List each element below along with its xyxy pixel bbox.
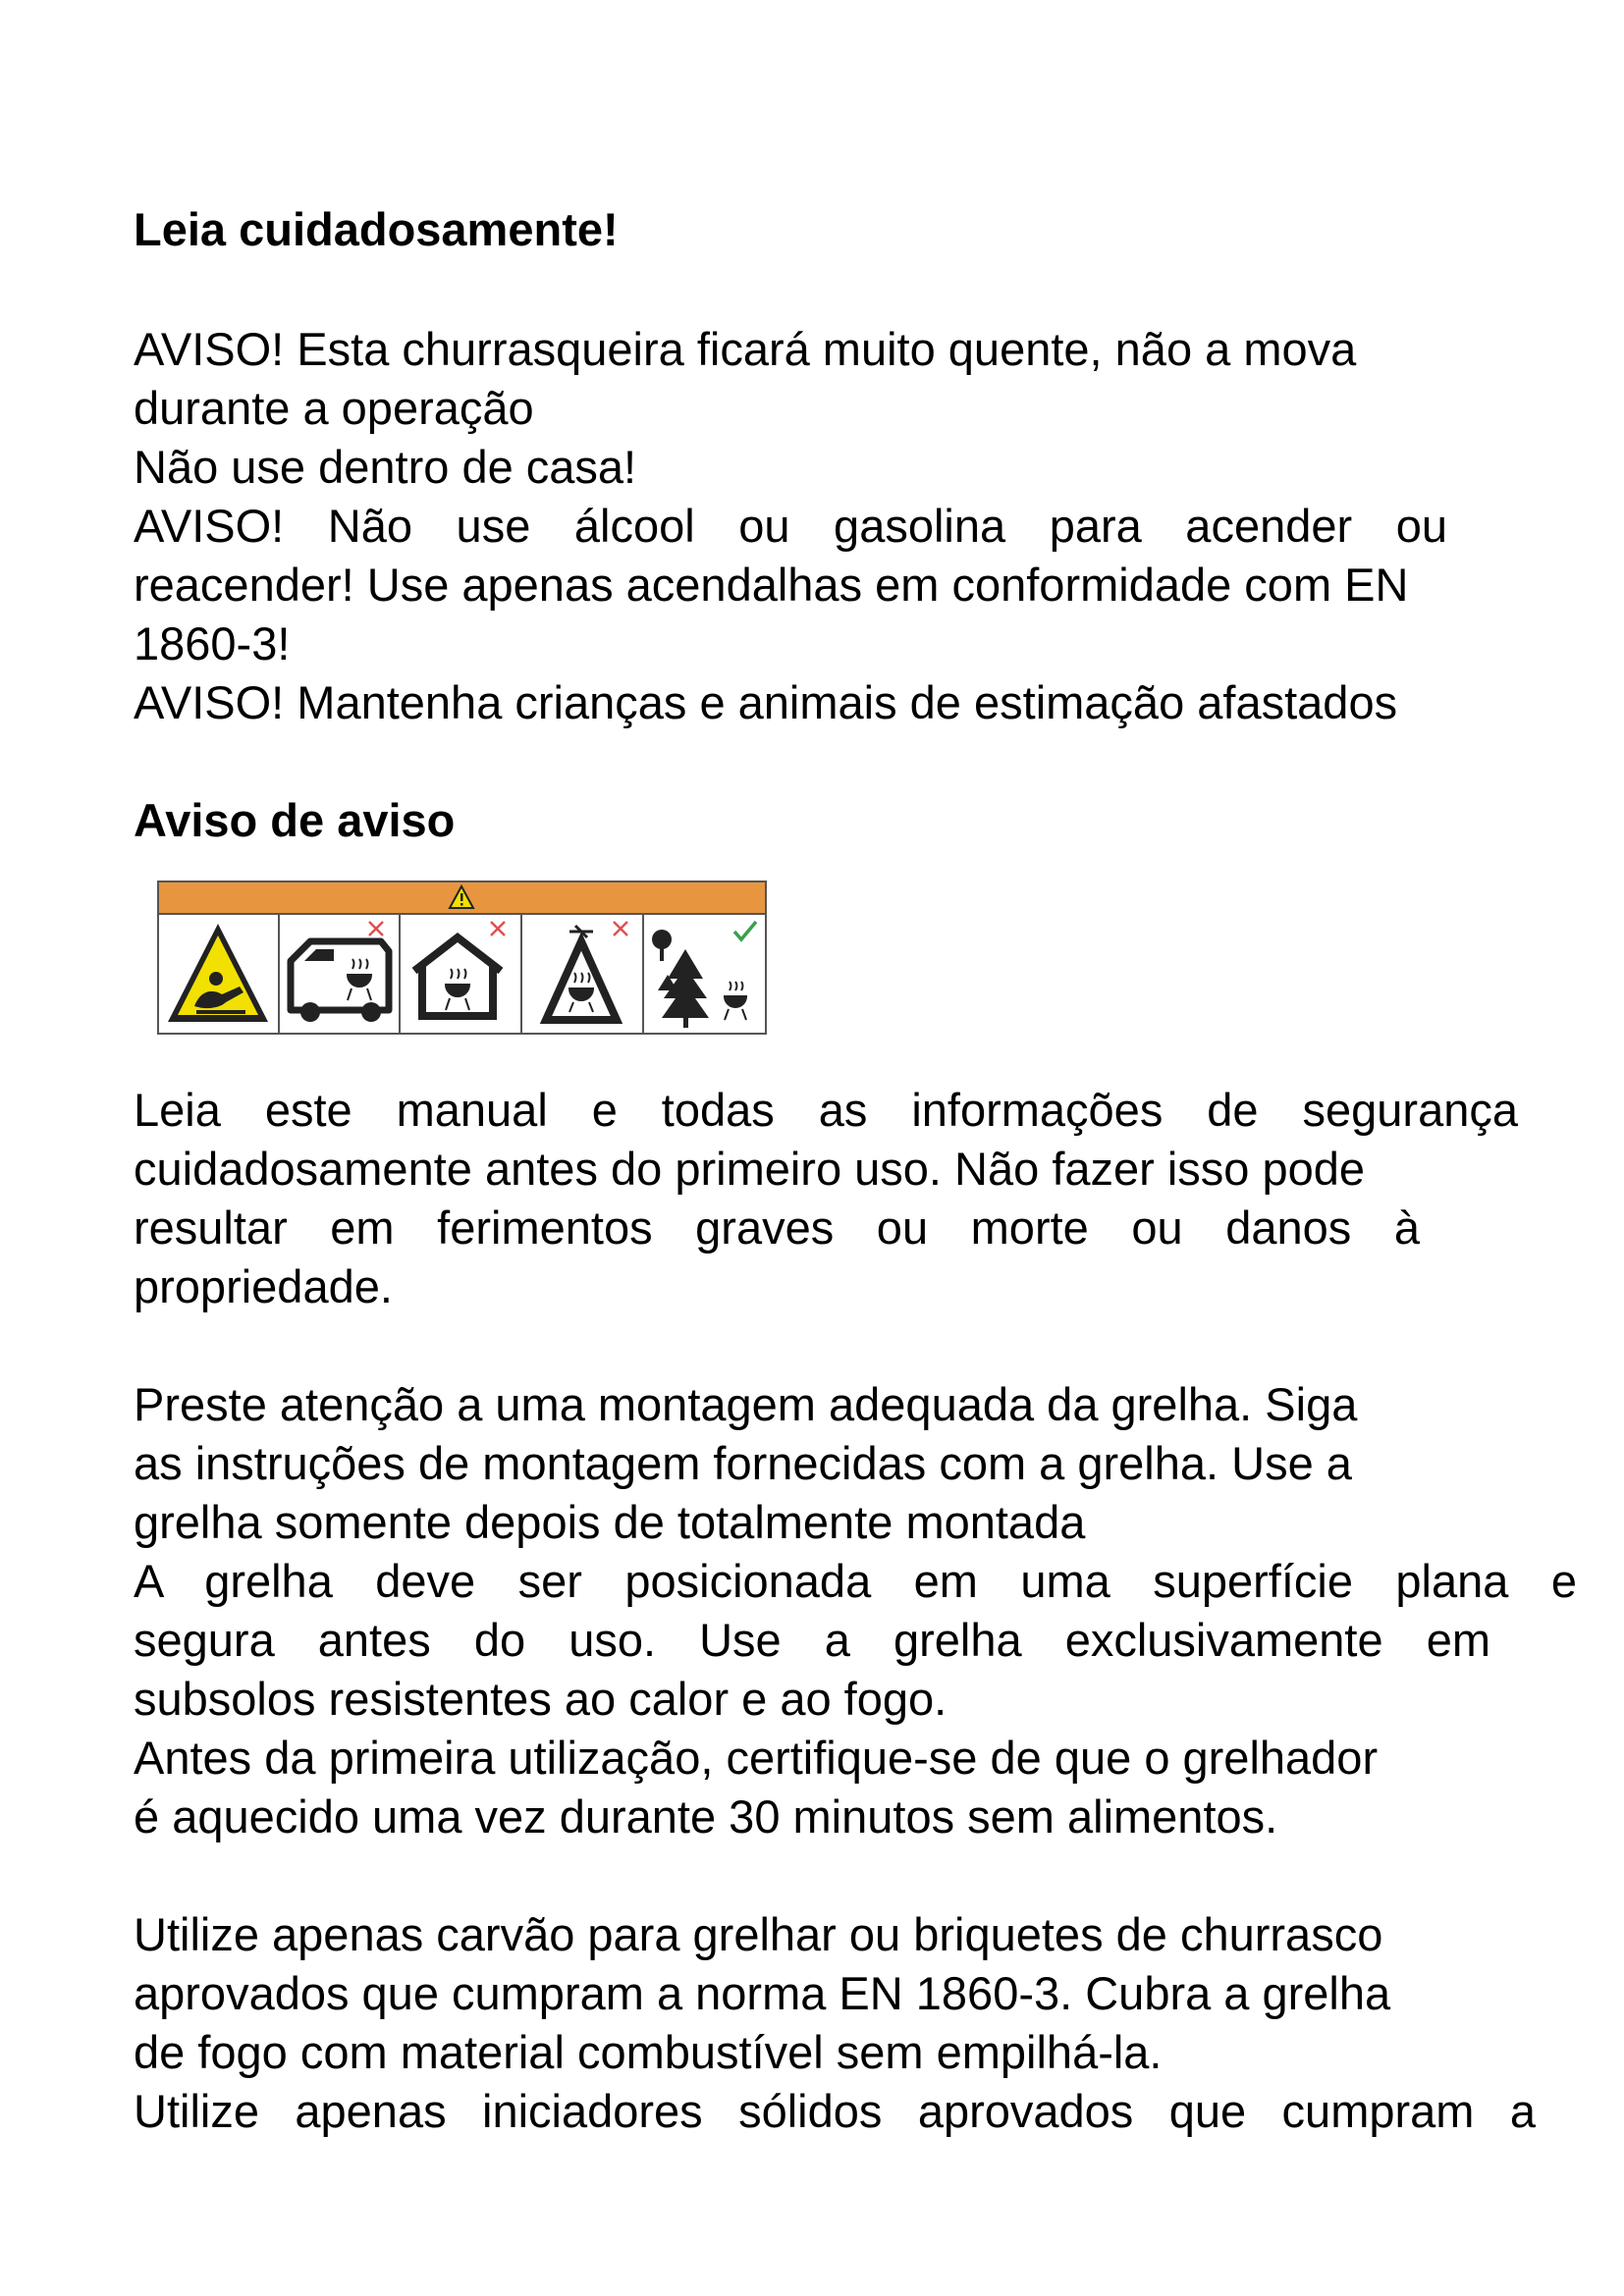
paragraph-line: de fogo com material combustível sem empilhá-la. <box>134 2026 1163 2078</box>
paragraph-line: Leia este manual e todas as informações de segurança <box>134 1084 1518 1136</box>
heading-text: Aviso de aviso <box>134 794 456 846</box>
paragraph-line: propriedade. <box>134 1260 393 1312</box>
paragraph-line: resultar em ferimentos graves ou morte ou danos à <box>134 1201 1420 1254</box>
heading-text: Leia cuidadosamente! <box>134 203 619 255</box>
paragraph-line: subsolos resistentes ao calor e ao fogo. <box>134 1673 947 1725</box>
paragraph-line: as instruções de montagem fornecidas com a grelha. Use a <box>134 1437 1352 1489</box>
paragraph-line: grelha somente depois de totalmente montada <box>134 1496 1086 1548</box>
warning-label <box>157 881 767 1035</box>
warning-line-2: durante a operação <box>134 382 534 434</box>
section-heading-read-carefully <box>134 200 1577 259</box>
warning-line-3: Não use dentro de casa! <box>134 441 637 493</box>
warning-line-1: AVISO! Esta churrasqueira ficará muito quente, não a mova <box>134 323 1357 375</box>
warnings-block <box>134 320 1547 732</box>
section-heading-warning-notice <box>134 791 1577 850</box>
paragraph-line: aprovados que cumpram a norma EN 1860-3. Cubra a grelha <box>134 1967 1391 2019</box>
paragraph-line: Antes da primeira utilização, certifique-se de que o grelhador <box>134 1732 1379 1784</box>
warning-line-6: 1860-3! <box>134 617 291 669</box>
paragraph-line: Preste atenção a uma montagem adequada da grelha. Siga <box>134 1378 1358 1430</box>
paragraph-line: cuidadosamente antes do primeiro uso. Não fazer isso pode <box>134 1143 1366 1195</box>
paragraph-line: Utilize apenas iniciadores sólidos aprovados que cumpram a <box>134 2085 1536 2137</box>
paragraph-assembly <box>134 1375 1577 1846</box>
warning-line-4: AVISO! Não use álcool ou gasolina para acender ou <box>134 500 1447 552</box>
warning-line-7: AVISO! Mantenha crianças e animais de estimação afastados <box>134 676 1398 728</box>
paragraph-line: A grelha deve ser posicionada em uma superfície plana e <box>134 1555 1577 1607</box>
paragraph-charcoal <box>134 1905 1577 2141</box>
paragraph-read-manual <box>134 1081 1518 1316</box>
paragraph-line: é aquecido uma vez durante 30 minutos sem alimentos. <box>134 1790 1278 1842</box>
warning-line-5: reacender! Use apenas acendalhas em conformidade com EN <box>134 559 1409 611</box>
paragraph-line: Utilize apenas carvão para grelhar ou briquetes de churrasco <box>134 1908 1383 1960</box>
paragraph-line: segura antes do uso. Use a grelha exclusivamente em <box>134 1614 1490 1666</box>
